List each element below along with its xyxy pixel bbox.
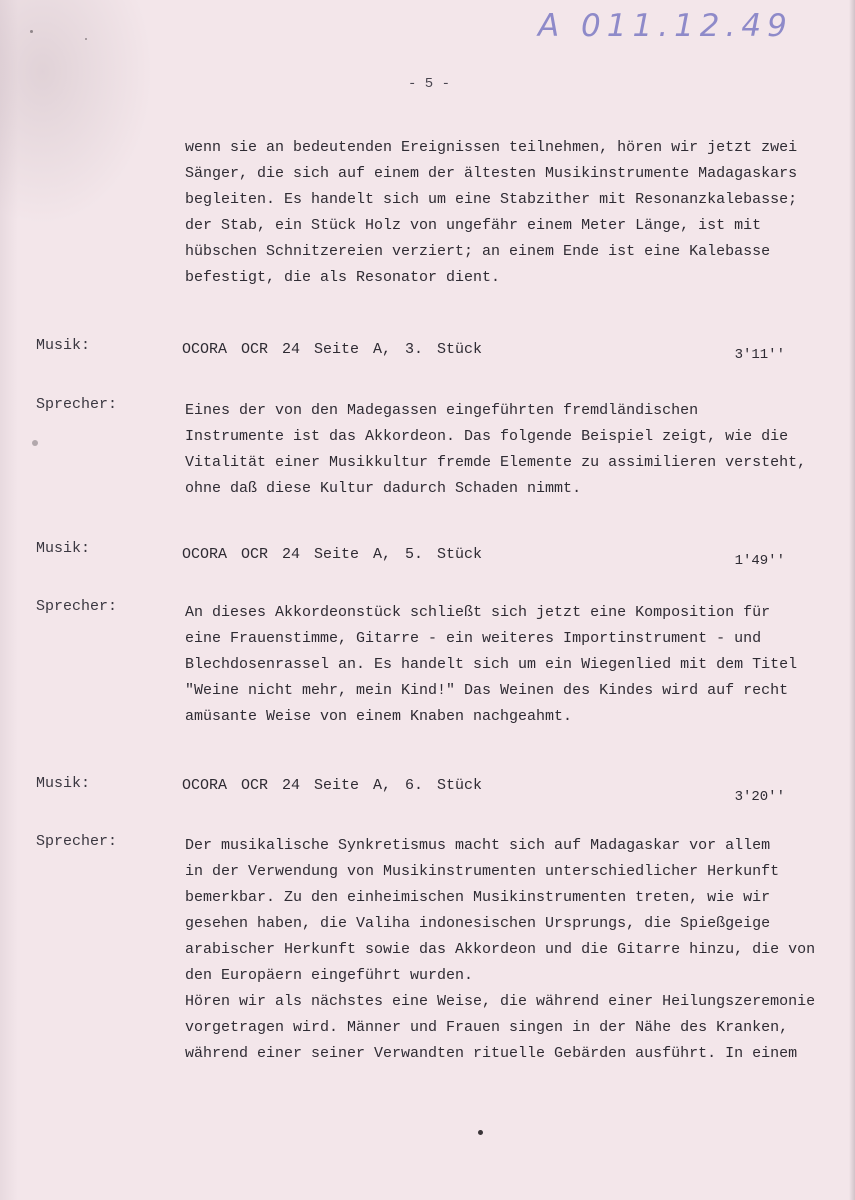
text-line: vorgetragen wird. Männer und Frauen singen in der Nähe des Kranken,: [185, 1019, 789, 1036]
text-line: Eines der von den Madegassen eingeführten fremdländischen: [185, 402, 699, 419]
text-line: Blechdosenrassel an. Es handelt sich um ein Wiegenlied mit dem Titel: [185, 656, 798, 673]
music-reference: OCORA OCR 24 Seite A, 3. Stück: [182, 341, 483, 358]
musik-label: Musik:: [36, 775, 91, 792]
text-line: eine Frauenstimme, Gitarre - ein weiteres Importinstrument - und: [185, 630, 762, 647]
music-duration: 3'11'': [734, 347, 785, 363]
music-duration: 1'49'': [734, 553, 785, 569]
text-line: ohne daß diese Kultur dadurch Schaden nimmt.: [185, 480, 582, 497]
text-line: Hören wir als nächstes eine Weise, die während einer Heilungszeremonie: [185, 993, 816, 1010]
sprecher-label: Sprecher:: [36, 833, 118, 850]
text-line: Instrumente ist das Akkordeon. Das folgende Beispiel zeigt, wie die: [185, 428, 789, 445]
text-line: der Stab, ein Stück Holz von ungefähr einem Meter Länge, ist mit: [185, 217, 762, 234]
archive-number: A 011.12.49: [538, 8, 793, 44]
scan-speck: [85, 38, 87, 40]
sprecher-label: Sprecher:: [36, 598, 118, 615]
text-line: den Europäern eingeführt wurden.: [185, 967, 474, 984]
text-line: Vitalität einer Musikkultur fremde Elemente zu assimilieren versteht,: [185, 454, 807, 471]
text-line: wenn sie an bedeutenden Ereignissen teilnehmen, hören wir jetzt zwei: [185, 139, 798, 156]
music-reference: OCORA OCR 24 Seite A, 5. Stück: [182, 546, 483, 563]
sprecher-label: Sprecher:: [36, 396, 118, 413]
music-reference: OCORA OCR 24 Seite A, 6. Stück: [182, 777, 483, 794]
text-line: gesehen haben, die Valiha indonesischen Ursprungs, die Spießgeige: [185, 915, 771, 932]
sprecher-paragraph: [185, 600, 825, 730]
text-line: An dieses Akkordeonstück schließt sich jetzt eine Komposition für: [185, 604, 771, 621]
intro-paragraph: [185, 135, 825, 291]
scan-speck: [478, 1130, 483, 1135]
page-number: - 5 -: [408, 76, 451, 92]
music-duration: 3'20'': [734, 789, 785, 805]
text-line: Sänger, die sich auf einem der ältesten Musikinstrumente Madagaskars: [185, 165, 798, 182]
scan-speck: [30, 30, 33, 33]
text-line: befestigt, die als Resonator dient.: [185, 269, 501, 286]
text-line: bemerkbar. Zu den einheimischen Musikinstrumenten treten, wie wir: [185, 889, 771, 906]
text-line: amüsante Weise von einem Knaben nachgeahmt.: [185, 708, 573, 725]
text-line: während einer seiner Verwandten rituelle Gebärden ausführt. In einem: [185, 1045, 798, 1062]
musik-label: Musik:: [36, 337, 91, 354]
sprecher-paragraph: [185, 398, 825, 502]
sprecher-paragraph: [185, 833, 825, 1067]
scan-speck: [32, 440, 38, 446]
text-line: in der Verwendung von Musikinstrumenten unterschiedlicher Herkunft: [185, 863, 780, 880]
text-line: Der musikalische Synkretismus macht sich auf Madagaskar vor allem: [185, 837, 771, 854]
text-line: arabischer Herkunft sowie das Akkordeon und die Gitarre hinzu, die von: [185, 941, 816, 958]
musik-label: Musik:: [36, 540, 91, 557]
text-line: "Weine nicht mehr, mein Kind!" Das Weinen des Kindes wird auf recht: [185, 682, 789, 699]
text-line: begleiten. Es handelt sich um eine Stabzither mit Resonanzkalebasse;: [185, 191, 798, 208]
text-line: hübschen Schnitzereien verziert; an einem Ende ist eine Kalebasse: [185, 243, 771, 260]
